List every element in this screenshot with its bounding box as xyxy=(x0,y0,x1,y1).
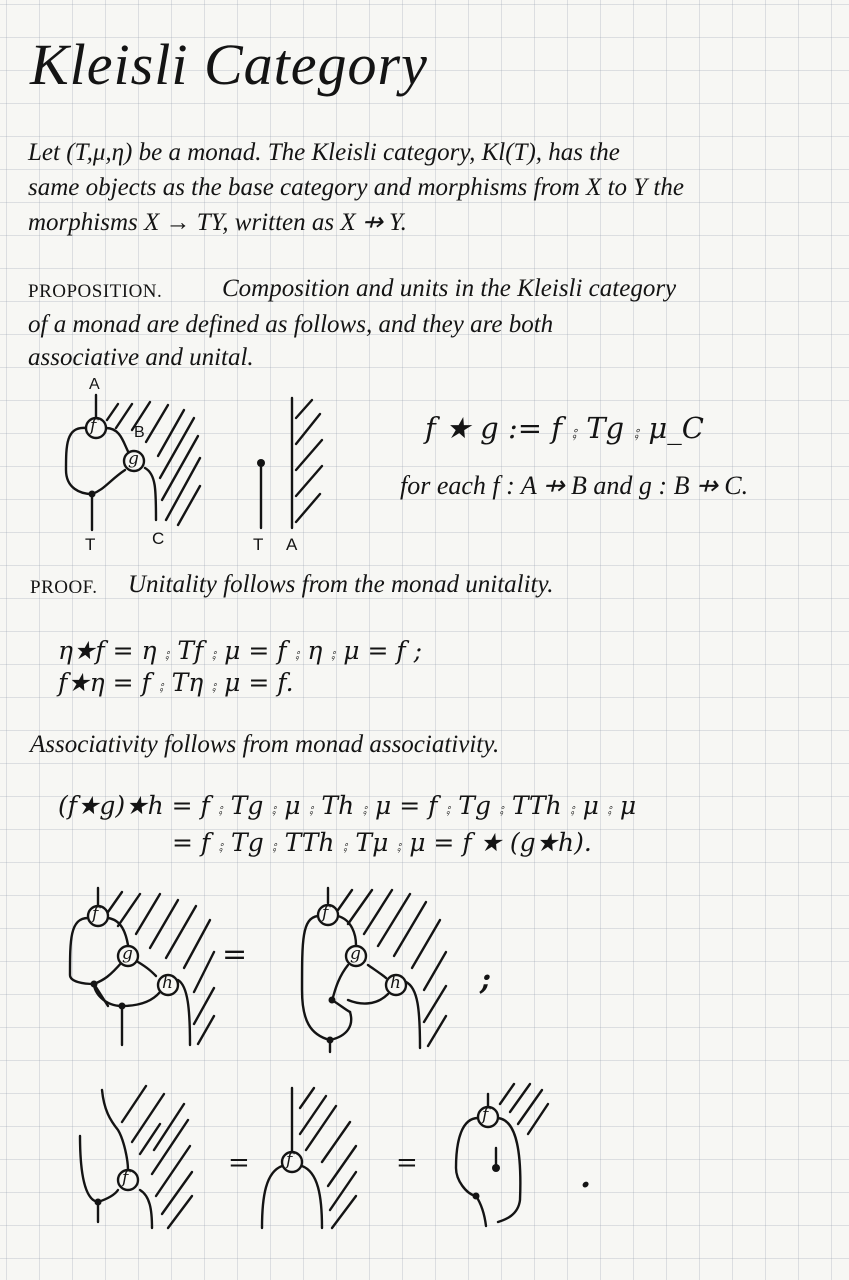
assoc-left-node-h: h xyxy=(162,973,173,993)
node-f-label: f xyxy=(90,416,97,436)
assoc-left-node-g: g xyxy=(122,944,133,964)
associativity-text: Associativity follows from monad associativity. xyxy=(30,731,500,758)
wire-label-A2: A xyxy=(286,535,298,554)
assoc-equals-sign: = xyxy=(222,937,248,972)
unit-equals-sign-1: = xyxy=(228,1148,250,1178)
proposition-line-1: Composition and units in the Kleisli category xyxy=(222,275,677,302)
unitality-equation-left: η★f = η ⨾ Tf ⨾ μ = f ⨾ η ⨾ μ = f ; xyxy=(58,636,422,665)
intro-line-3: morphisms X → TY, written as X ⇸ Y. xyxy=(28,209,407,236)
associativity-equation-2: = f ⨾ Tg ⨾ TTh ⨾ Tμ ⨾ μ = f ★ (g★h). xyxy=(172,828,592,857)
assoc-semicolon: ; xyxy=(480,962,492,997)
associativity-equation-1: (f★g)★h = f ⨾ Tg ⨾ μ ⨾ Th ⨾ μ = f ⨾ Tg ⨾ TTh ⨾ μ ⨾ μ xyxy=(58,791,637,820)
composition-domain: for each f : A ⇸ B and g : B ⇸ C. xyxy=(400,471,749,500)
proof-label: PROOF. xyxy=(30,577,98,598)
wire-label-B: B xyxy=(134,424,145,441)
assoc-left-node-f: f xyxy=(92,904,99,924)
assoc-right-node-g: g xyxy=(350,944,361,964)
intro-line-2: same objects as the base category and morphisms from X to Y the xyxy=(28,174,684,201)
intro-line-1: Let (T,μ,η) be a monad. The Kleisli category, Kl(T), has the xyxy=(28,139,620,166)
unit-equals-sign-2: = xyxy=(396,1148,418,1178)
proposition-line-3: associative and unital. xyxy=(28,344,254,371)
wire-label-T2: T xyxy=(253,535,264,554)
assoc-right-node-f: f xyxy=(322,903,329,923)
wire-label-T: T xyxy=(85,535,96,554)
composition-formula: f ★ g := f ⨾ Tg ⨾ μ_C xyxy=(425,411,704,445)
wire-label-C: C xyxy=(152,529,165,548)
proof-text: Unitality follows from the monad unitality. xyxy=(128,571,554,598)
assoc-right-node-h: h xyxy=(390,973,401,993)
unit-period: . xyxy=(580,1157,592,1195)
page-title: Kleisli Category xyxy=(30,32,428,97)
unit-left-node-f: f xyxy=(122,1168,129,1188)
unit-middle-node-f: f xyxy=(286,1150,293,1170)
unitality-equation-right: f★η = f ⨾ Tη ⨾ μ = f. xyxy=(58,668,294,697)
unit-right-node-f: f xyxy=(482,1105,489,1125)
node-g-label: g xyxy=(128,449,139,469)
wire-label-A-top: A xyxy=(89,376,100,393)
proposition-line-2: of a monad are defined as follows, and they are both xyxy=(28,311,554,338)
proposition-label: PROPOSITION. xyxy=(28,281,163,302)
